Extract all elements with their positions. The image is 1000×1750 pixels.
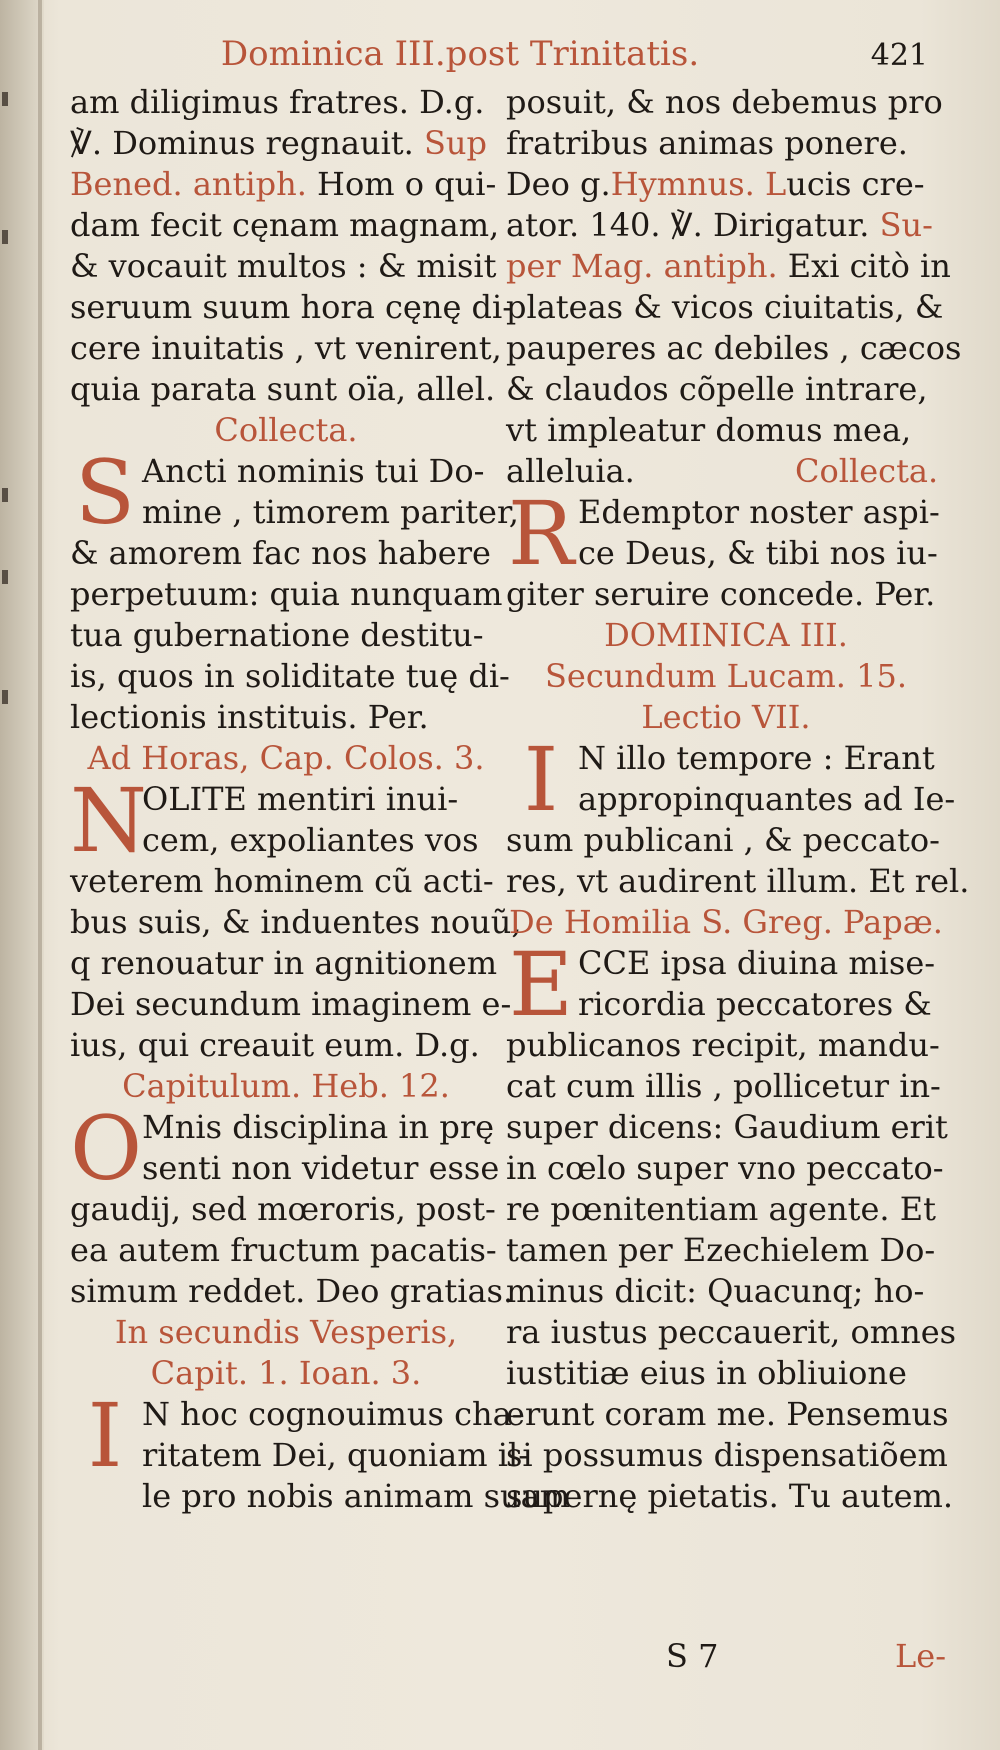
text-line: iustitiæ eius in obliuione xyxy=(506,1354,907,1392)
text-line: super dicens: Gaudium erit xyxy=(506,1108,948,1146)
text-line: plateas & vicos ciuitatis, & xyxy=(506,288,944,326)
response-text: Deo g. xyxy=(506,165,611,203)
text-line: cere inuitatis , vt venirent, xyxy=(70,329,502,367)
text-line: Mnis disciplina in prę xyxy=(142,1108,495,1146)
text-line: minus dicit: Quacunq; ho- xyxy=(506,1272,925,1310)
collecta-prayer xyxy=(506,482,946,615)
section-heading-lucam: Secundum Lucam. 15. xyxy=(544,657,908,695)
section-heading-capit-ioan: Capit. 1. Ioan. 3. xyxy=(150,1354,422,1392)
text-line: ricordia peccatores & xyxy=(578,985,932,1023)
gospel-lesson xyxy=(506,728,970,902)
text-line: pauperes ac debiles , cæcos xyxy=(506,329,962,367)
antiphon-text: Hom o qui- xyxy=(317,165,497,203)
text-line: tua gubernatione destitu- xyxy=(70,616,484,654)
rubric-text: Sup xyxy=(424,124,488,162)
text-line: seruum suum hora cęnę di- xyxy=(70,288,514,326)
text-line: & amorem fac nos habere xyxy=(70,534,491,572)
bleed-through-mark xyxy=(2,488,8,502)
ad-horas-chapter xyxy=(70,769,522,1066)
text-line: lectionis instituis. Per. xyxy=(70,698,429,736)
text-line: am diligimus fratres. D.g. xyxy=(70,83,485,121)
text-line: re pœnitentiam agente. Et xyxy=(506,1190,936,1228)
bleed-through-mark xyxy=(2,92,8,106)
text-line: bus suis, & induentes nouũ, xyxy=(70,903,522,941)
text-line: le pro nobis animam suam xyxy=(142,1477,571,1515)
text-line: appropinquantes ad Ie- xyxy=(578,780,956,818)
text-line: ea autem fructum pacatis- xyxy=(70,1231,497,1269)
text-line: N hoc cognouimus cha- xyxy=(142,1395,523,1433)
text-line: & claudos cõpelle intrare, xyxy=(506,370,928,408)
text-line: ius, qui creauit eum. D.g. xyxy=(70,1026,480,1064)
section-heading-vesperis: In secundis Vesperis, xyxy=(114,1313,458,1351)
text-line: erunt coram me. Pensemus xyxy=(506,1395,949,1433)
section-heading-collecta: Collecta. xyxy=(214,411,358,449)
text-line: cem, expoliantes vos xyxy=(142,821,479,859)
text-line xyxy=(70,164,502,205)
drop-cap: E xyxy=(508,933,574,1036)
signature-mark: S 7 xyxy=(666,1637,719,1675)
text-line: tamen per Ezechielem Do- xyxy=(506,1231,936,1269)
text-line: ra iustus peccauerit, omnes xyxy=(506,1313,957,1351)
text-line: giter seruire concede. Per. xyxy=(506,575,936,613)
text-line: N illo tempore : Erant xyxy=(578,739,935,777)
rubric-text: Bened. antiph. xyxy=(70,165,307,203)
rubric-text: Hymnus. L xyxy=(610,165,787,203)
drop-cap: I xyxy=(87,1384,123,1487)
antiphon-text: Exi citò in xyxy=(787,247,951,285)
section-heading-dominica: DOMINICA III. xyxy=(604,616,848,654)
section-heading-collecta: Collecta. xyxy=(794,452,939,490)
text-line: perpetuum: quia nunquam xyxy=(70,575,503,613)
text-line: veterem hominem cũ acti- xyxy=(70,862,494,900)
collecta-prayer xyxy=(70,441,519,738)
text-line: simum reddet. Deo gratias. xyxy=(70,1272,514,1310)
text-line: posuit, & nos debemus pro xyxy=(506,83,943,121)
rubric-text: Su- xyxy=(879,206,933,244)
text-line: is, quos in soliditate tuę di- xyxy=(70,657,510,695)
bleed-through-mark xyxy=(2,690,8,704)
text-line: fratribus animas ponere. xyxy=(506,124,908,162)
right-column xyxy=(506,82,970,1517)
text-line xyxy=(506,164,946,205)
text-line: q renouatur in agnitionem xyxy=(70,944,498,982)
text-line: Dei secundum imaginem e- xyxy=(70,985,512,1023)
drop-cap: O xyxy=(70,1097,143,1200)
section-heading-capitulum: Capitulum. Heb. 12. xyxy=(122,1067,450,1105)
text-line: publicanos recipit, mandu- xyxy=(506,1026,940,1064)
text-line xyxy=(70,123,502,164)
section-heading-ad-horas: Ad Horas, Cap. Colos. 3. xyxy=(87,739,485,777)
hymn-text: ator. 140. ℣. Dirigatur. xyxy=(506,206,870,244)
bleed-through-mark xyxy=(2,230,8,244)
text-line: OLITE mentiri inui- xyxy=(142,780,459,818)
text-line: dam fecit cęnam magnam, xyxy=(70,206,500,244)
alleluia-text: alleluia. xyxy=(506,452,635,490)
text-line: Ancti nominis tui Do- xyxy=(142,452,485,490)
rubric-text: per Mag. antiph. xyxy=(506,247,778,285)
text-line: ritatem Dei, quoniam il- xyxy=(142,1436,530,1474)
running-head: Dominica III.post Trinitatis. xyxy=(220,34,700,74)
text-line: CCE ipsa diuina mise- xyxy=(578,944,936,982)
drop-cap: R xyxy=(507,482,575,585)
homily-text xyxy=(506,933,957,1517)
gutter-shadow-line xyxy=(38,0,42,1750)
text-line: vt impleatur domus mea, xyxy=(506,411,912,449)
text-line xyxy=(506,246,951,287)
text-line: & vocauit multos : & misit xyxy=(70,247,497,285)
page-number: 421 xyxy=(870,38,928,73)
text-line: sum publicani , & peccato- xyxy=(506,821,940,859)
hymn-text: ucis cre- xyxy=(786,165,925,203)
bleed-through-mark xyxy=(2,570,8,584)
text-line: in cœlo super vno peccato- xyxy=(506,1149,944,1187)
text-line: ce Deus, & tibi nos iu- xyxy=(578,534,938,572)
section-heading-lectio: Lectio VII. xyxy=(641,698,811,736)
text-line: cat cum illis , pollicetur in- xyxy=(506,1067,941,1105)
text-line: res, vt audirent illum. Et rel. xyxy=(506,862,970,900)
text-line xyxy=(506,205,946,246)
catchword: Le- xyxy=(895,1637,946,1675)
page-footer xyxy=(506,1632,946,1680)
section-heading-homilia: De Homilia S. Greg. Papæ. xyxy=(509,903,943,941)
text-line: Edemptor noster aspi- xyxy=(578,493,940,531)
text-line: supernę pietatis. Tu autem. xyxy=(506,1477,954,1515)
text-line: si possumus dispensatiõem xyxy=(506,1436,948,1474)
versicle-text: ℣. Dominus regnauit. xyxy=(70,124,414,162)
text-line: gaudij, sed mœroris, post- xyxy=(70,1190,496,1228)
capitulum-text xyxy=(70,1097,514,1312)
drop-cap: S xyxy=(74,441,136,544)
text-line: quia parata sunt oïa, allel. xyxy=(70,370,496,408)
text-line: senti non videtur esse xyxy=(142,1149,500,1187)
drop-cap: N xyxy=(70,769,147,872)
drop-cap: I xyxy=(523,728,559,831)
text-line: mine , timorem pariter, xyxy=(142,493,519,531)
vesperis-chapter xyxy=(70,1384,571,1517)
